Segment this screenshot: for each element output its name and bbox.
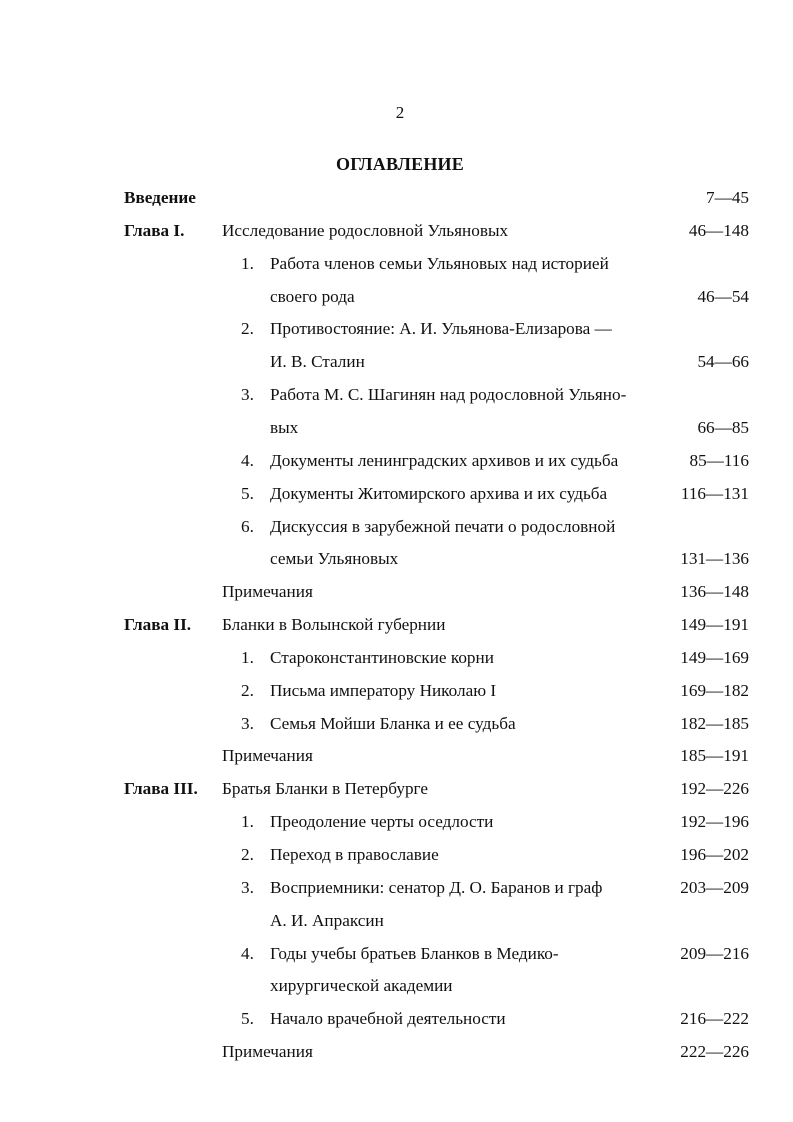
- toc-entry-title: семьи Ульяновых: [270, 549, 399, 569]
- toc-entry-title: Письма императору Николаю I: [270, 680, 497, 700]
- toc-entry: [0, 280, 793, 313]
- toc-entry-pages: 66—85: [697, 417, 749, 437]
- toc-entry-pages: 216—222: [680, 1009, 749, 1029]
- toc-entry-pages: 192—226: [680, 779, 749, 799]
- toc-entry: [0, 510, 793, 543]
- toc-entry-number: 5.: [241, 483, 254, 503]
- toc-entry-number: 2.: [241, 319, 254, 339]
- toc-entry: [0, 904, 793, 937]
- toc-entry-pages: 116—131: [680, 483, 749, 503]
- toc-entry-pages: 46—54: [697, 286, 749, 306]
- toc-entry: [0, 378, 793, 411]
- page-title: ОГЛАВЛЕНИЕ: [336, 154, 464, 174]
- toc-entry-pages: 7—45: [706, 188, 749, 207]
- toc-entry-title: хирургической академии: [270, 976, 453, 996]
- toc-entry-number: 2.: [241, 845, 254, 864]
- toc-entry-label: Глава III.: [124, 779, 198, 799]
- toc-entry-number: 5.: [241, 1009, 254, 1029]
- toc-entry: [0, 575, 793, 608]
- toc-entry: [0, 444, 793, 477]
- toc-entry: [0, 247, 793, 280]
- toc-entry-title: Противостояние: А. И. Ульянова-Елизарова —: [270, 319, 612, 339]
- toc-entry: [0, 1002, 793, 1035]
- toc-entry-pages: 149—169: [680, 647, 749, 667]
- toc-entry-number: 1.: [241, 253, 254, 273]
- toc-entry: [0, 707, 793, 740]
- toc-entry-title: вых: [270, 417, 299, 437]
- toc-entry-pages: 131—136: [680, 549, 749, 569]
- toc-entry-title: Документы Житомирского архива и их судьба: [270, 483, 608, 503]
- toc-entry: [0, 542, 793, 575]
- toc-entry: [0, 969, 793, 1002]
- toc-entry-title: Дискуссия в зарубежной печати о родословной: [270, 516, 616, 536]
- toc-entry-pages: 169—182: [680, 680, 749, 700]
- toc-entry-number: 2.: [241, 680, 254, 700]
- toc-entry-pages: 85—116: [689, 450, 749, 470]
- toc-entry: [0, 1035, 793, 1068]
- toc-entry-title: Примечания: [222, 746, 313, 766]
- toc-entry-number: 4.: [241, 450, 254, 470]
- toc-entry-title: Бланки в Волынской губернии: [222, 615, 446, 635]
- toc-entry-title: своего рода: [270, 286, 355, 306]
- toc-entry-pages: 192—196: [680, 812, 749, 832]
- toc-entry-pages: 46—148: [688, 220, 749, 240]
- toc-entry-title: Работа М. С. Шагинян над родословной Ульяно-: [270, 385, 627, 405]
- toc-entry-title: И. В. Сталин: [270, 352, 365, 372]
- toc-entry: [0, 312, 793, 345]
- toc-entry-pages: 196—202: [680, 845, 749, 864]
- toc-entry-pages: 54—66: [697, 352, 749, 372]
- toc-entry-title: Примечания: [222, 1042, 313, 1062]
- page-number: 2: [395, 103, 405, 122]
- toc-entry-title: Братья Бланки в Петербурге: [222, 779, 429, 799]
- toc-entry-number: 6.: [241, 516, 254, 536]
- toc-entry-title: Примечания: [222, 582, 313, 602]
- toc-entry: [0, 181, 793, 214]
- toc-entry: [0, 345, 793, 378]
- toc-entry-pages: 182—185: [680, 713, 749, 733]
- toc-entry-label: Глава I.: [124, 220, 185, 240]
- toc-entry-title: Переход в православие: [270, 845, 439, 864]
- toc-entry-title: Начало врачебной деятельности: [270, 1009, 506, 1029]
- toc-entry-title: Исследование родословной Ульяновых: [222, 220, 509, 240]
- toc-entry-title: Годы учебы братьев Бланков в Медико-: [270, 943, 559, 963]
- toc-entry-title: Восприемники: сенатор Д. О. Баранов и граф: [270, 877, 603, 897]
- toc-entry-pages: 222—226: [680, 1042, 749, 1062]
- toc-entry: [0, 641, 793, 674]
- toc-entry: [0, 411, 793, 444]
- toc-entry-number: 3.: [241, 385, 254, 405]
- toc-entry-pages: 209—216: [680, 943, 749, 963]
- toc-entry-title: Работа членов семьи Ульяновых над историей: [270, 253, 609, 273]
- toc-entry: [0, 871, 793, 904]
- toc-entry-title: А. И. Апраксин: [270, 910, 384, 930]
- toc-entry-label: Введение: [124, 188, 196, 207]
- toc-entry: [0, 477, 793, 510]
- toc-entry: [0, 739, 793, 772]
- toc-entry-pages: 136—148: [680, 582, 749, 602]
- toc-entry-number: 1.: [241, 647, 254, 667]
- toc-entry-title: Староконстантиновские корни: [270, 647, 494, 667]
- toc-entry-title: Документы ленинградских архивов и их судьба: [270, 450, 619, 470]
- toc-entry-title: Преодоление черты оседлости: [270, 812, 494, 832]
- toc-entry: [0, 214, 793, 247]
- toc-entry-number: 4.: [241, 943, 254, 963]
- toc-entry-number: 1.: [241, 812, 254, 832]
- toc-entry: [0, 838, 793, 871]
- toc-entry: [0, 937, 793, 970]
- toc-entry: [0, 772, 793, 805]
- toc-entry-pages: 185—191: [680, 746, 749, 766]
- toc-entry: [0, 674, 793, 707]
- toc-entry-pages: 203—209: [680, 877, 749, 897]
- toc-entry: [0, 805, 793, 838]
- toc-entry-number: 3.: [241, 713, 254, 733]
- toc-entry: [0, 608, 793, 641]
- toc-entry-label: Глава II.: [124, 615, 192, 635]
- toc-entry-title: Семья Мойши Бланка и ее судьба: [270, 713, 516, 733]
- toc-entry-number: 3.: [241, 877, 254, 897]
- toc-entry-pages: 149—191: [680, 615, 749, 635]
